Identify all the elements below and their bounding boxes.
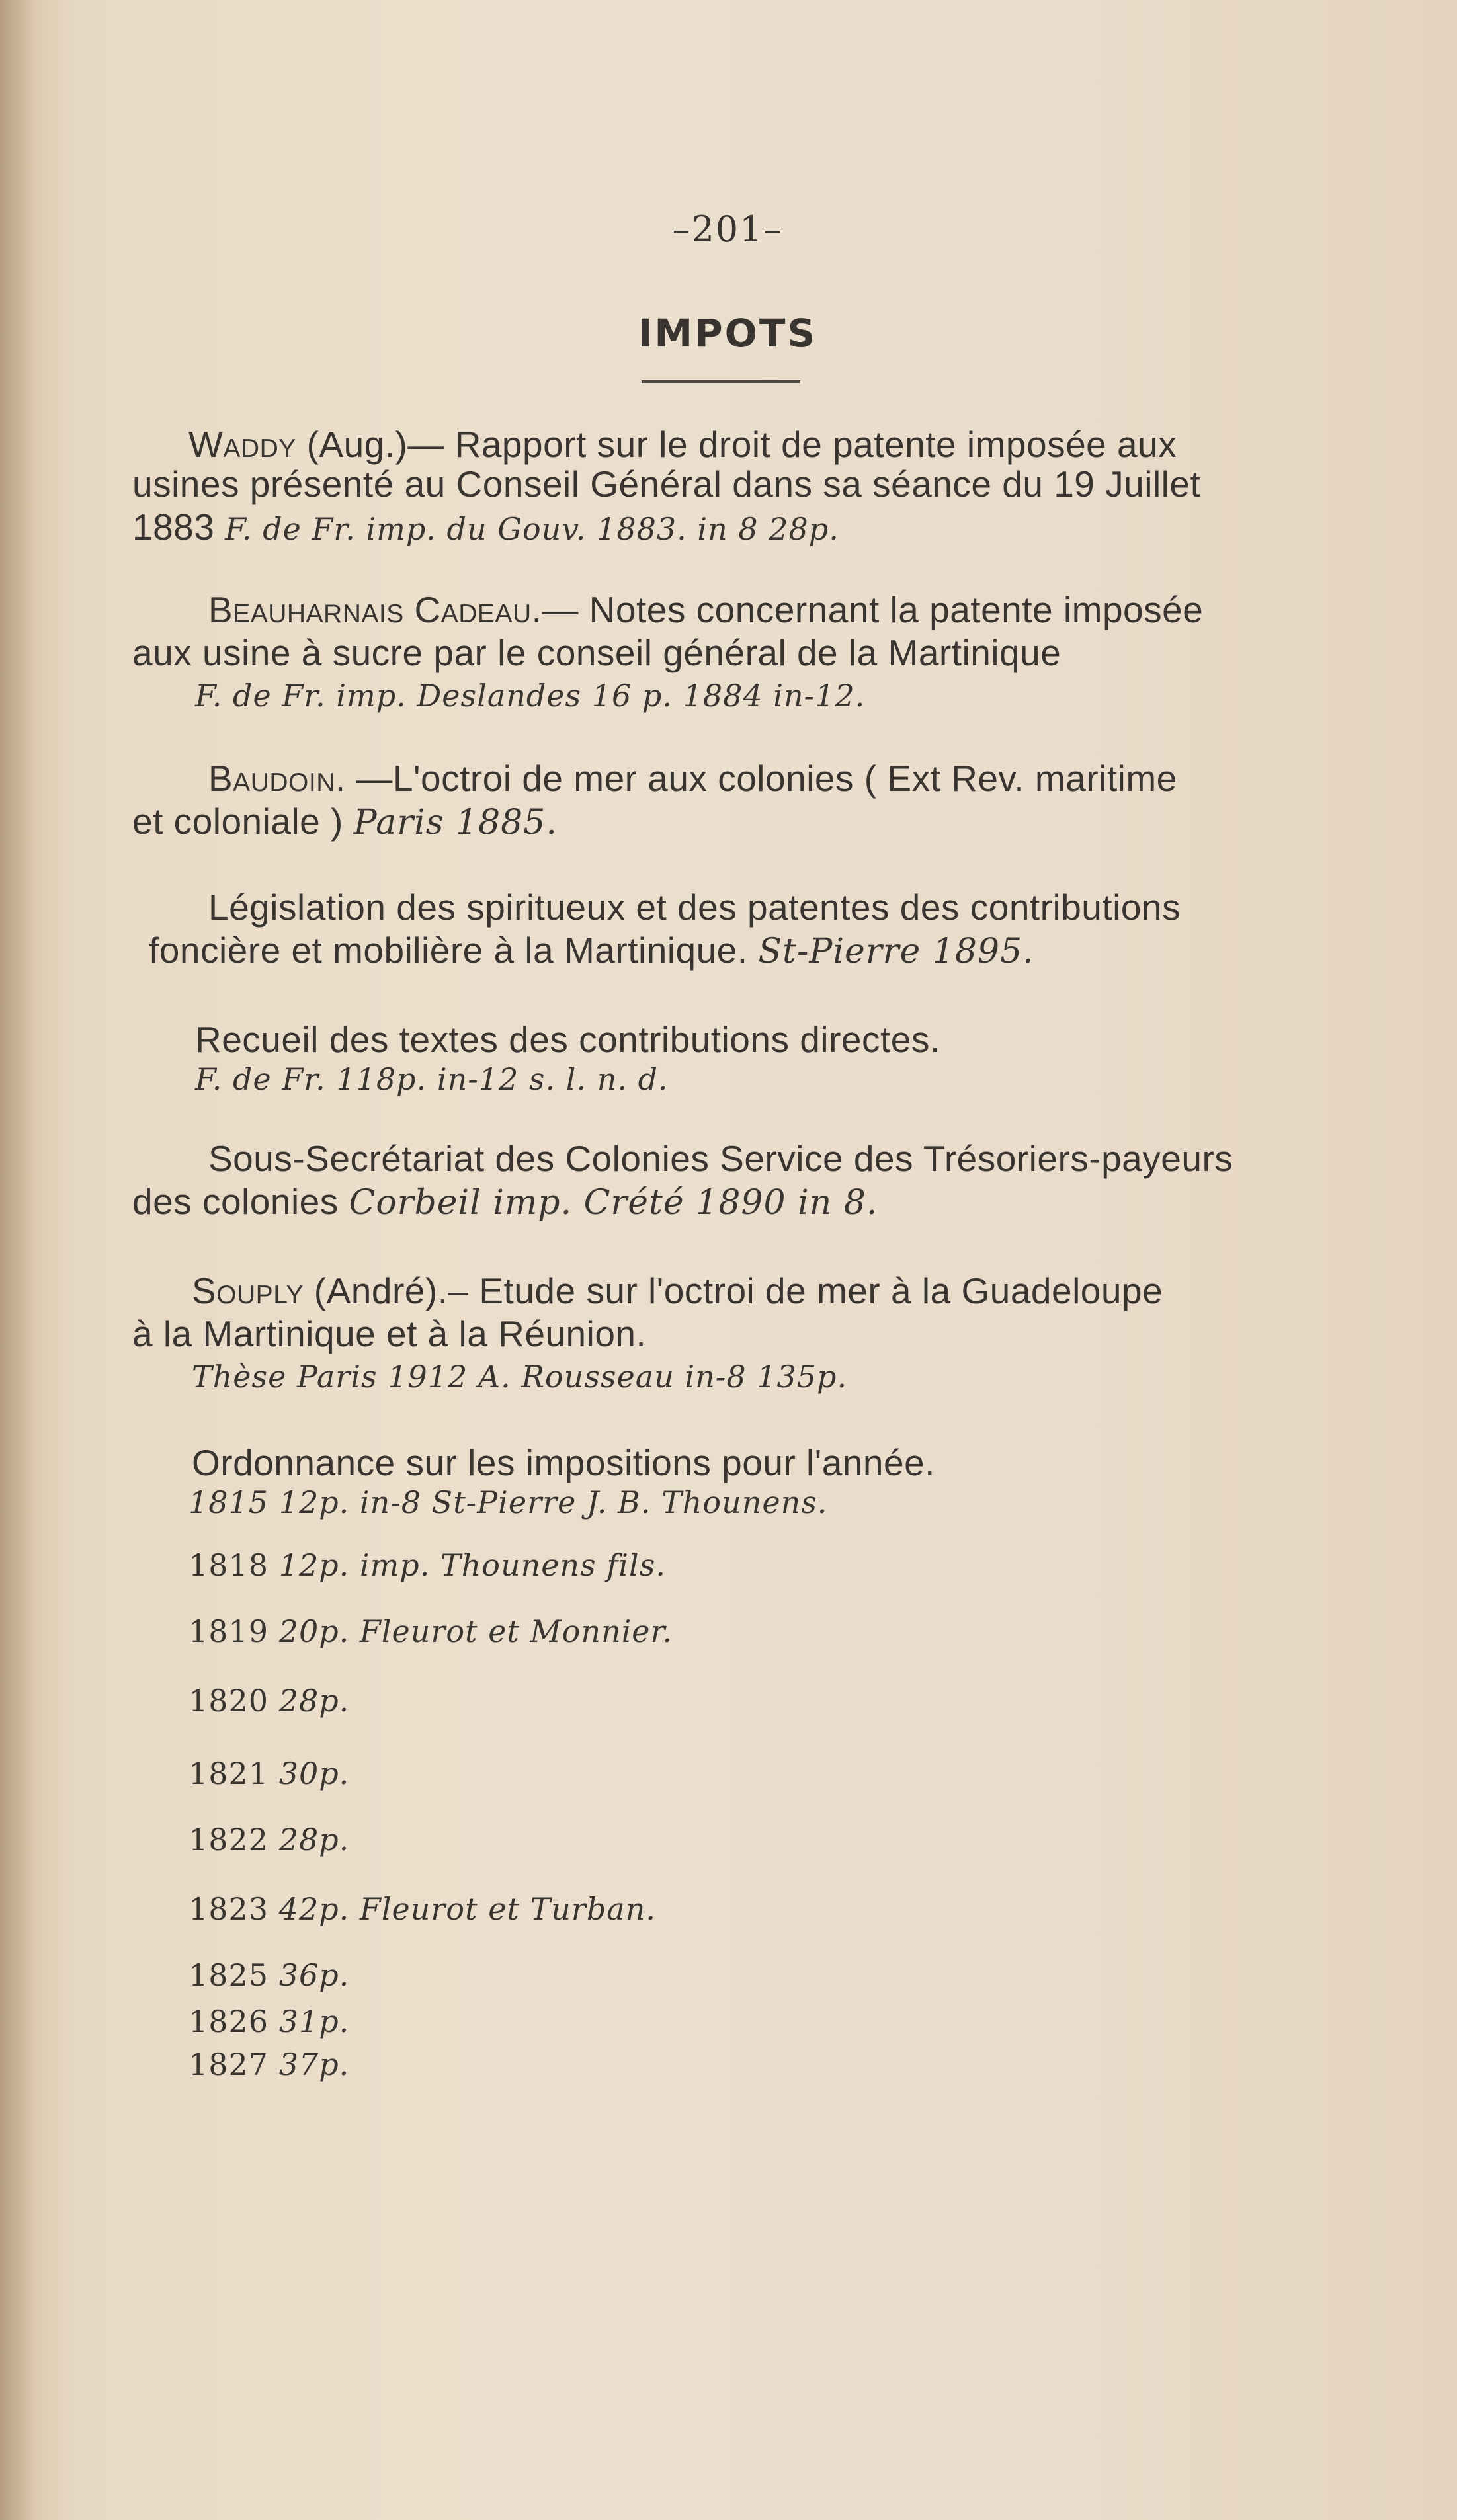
entry-ordonnance-line-1: Ordonnance sur les impositions pour l'année. [192, 1442, 935, 1483]
entry-legislation-line-1: Législation des spiritueux et des patentes des contributions [208, 887, 1181, 928]
year-entry: 1826 31p. [188, 2004, 350, 2039]
year-entry: 1818 12p. imp. Thounens fils. [188, 1547, 666, 1583]
entry-ordonnance-line-2: 1815 12p. in-8 St-Pierre J. B. Thounens. [188, 1484, 828, 1520]
year-entry: 1821 30p. [188, 1756, 350, 1791]
entry-baudoin-line-2: et coloniale ) Paris 1885. [132, 801, 558, 842]
year-entry: 1819 20p. Fleurot et Monnier. [188, 1613, 673, 1649]
entry-souply-line-3: Thèse Paris 1912 A. Rousseau in-8 135p. [192, 1359, 848, 1395]
entry-recueil-line-1: Recueil des textes des contributions directes. [195, 1019, 940, 1060]
entry-beauharnais-line-1: Beauharnais Cadeau.— Notes concernant la patente imposée [208, 589, 1204, 630]
author-name: Waddy [188, 424, 296, 465]
author-name: Beauharnais Cadeau [208, 589, 532, 630]
entry-sous-secretariat-line-2: des colonies Corbeil imp. Crété 1890 in 8. [132, 1181, 878, 1223]
entry-baudoin-line-1: Baudoin. —L'octroi de mer aux colonies ( Ext Rev. maritime [208, 758, 1177, 799]
entry-sous-secretariat-line-1: Sous-Secrétariat des Colonies Service des Trésoriers-payeurs [208, 1138, 1233, 1179]
entry-waddy-line-1: Waddy (Aug.)— Rapport sur le droit de patente imposée aux [188, 424, 1177, 465]
year-entry: 1827 37p. [188, 2047, 350, 2082]
author-name: Souply [192, 1270, 304, 1311]
entry-waddy-line-3: 1883 F. de Fr. imp. du Gouv. 1883. in 8 28p. [132, 507, 839, 548]
year-entry: 1822 28p. [188, 1822, 350, 1857]
page-edge-shadow [0, 0, 36, 2520]
entry-souply-line-1: Souply (André).– Etude sur l'octroi de mer à la Guadeloupe [192, 1270, 1163, 1311]
year-entry: 1823 42p. Fleurot et Turban. [188, 1891, 656, 1927]
entry-legislation-line-2: foncière et mobilière à la Martinique. St-Pierre 1895. [149, 930, 1034, 971]
entry-souply-line-2: à la Martinique et à la Réunion. [132, 1313, 647, 1354]
entry-beauharnais-line-3: F. de Fr. imp. Deslandes 16 p. 1884 in-12. [195, 678, 866, 713]
entry-recueil-line-2: F. de Fr. 118p. in-12 s. l. n. d. [195, 1061, 669, 1097]
entry-beauharnais-line-2: aux usine à sucre par le conseil général de la Martinique [132, 632, 1062, 673]
page-number: –201– [672, 208, 783, 250]
year-entry: 1820 28p. [188, 1683, 350, 1719]
heading-rule [642, 380, 800, 383]
section-heading: IMPOTS [638, 311, 817, 356]
entry-waddy-line-2: usines présenté au Conseil Général dans sa séance du 19 Juillet [132, 464, 1201, 505]
author-name: Baudoin [208, 758, 335, 799]
year-entry: 1825 36p. [188, 1957, 350, 1993]
